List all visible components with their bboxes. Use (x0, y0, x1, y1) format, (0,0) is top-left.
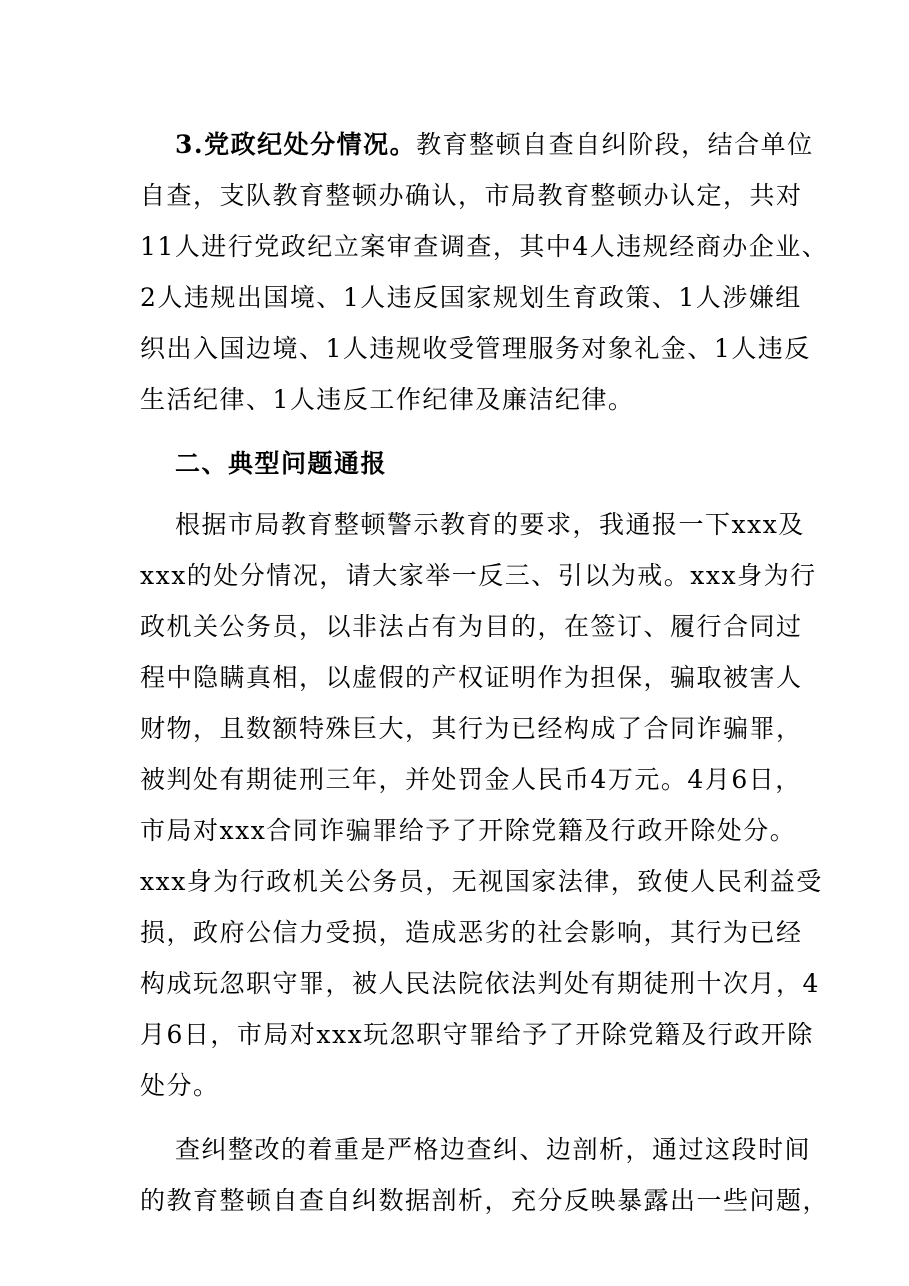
paragraph-2-line-8: xxx身为行政机关公务员，无视国家法律，致使人民利益受 (140, 867, 823, 896)
paragraph-1-line-2: 自查，支队教育整顿办确认，市局教育整顿办认定，共对 (140, 181, 803, 210)
paragraph-2-line-4: 程中隐瞒真相，以虚假的产权证明作为担保，骗取被害人 (140, 663, 803, 692)
paragraph-2-line-6: 被判处有期徒刑三年，并处罚金人民币4万元。4月6日， (140, 765, 802, 794)
paragraph-2-line-12: 处分。 (140, 1071, 220, 1100)
paragraph-2-line-10: 构成玩忽职守罪，被人民法院依法判处有期徒刑十次月，4 (140, 969, 820, 998)
paragraph-1-line-6: 生活纪律、1人违反工作纪律及廉洁纪律。 (140, 385, 635, 414)
paragraph-3-line-2: 的教育整顿自查自纠数据剖析，充分反映暴露出一些问题， (140, 1186, 830, 1215)
paragraph-1-line-5: 织出入国边境、1人违规收受管理服务对象礼金、1人违反 (140, 334, 811, 363)
paragraph-2-line-7: 市局对xxx合同诈骗罪给予了开除党籍及行政开除处分。 (140, 816, 797, 845)
paragraph-2-line-2: xxx的处分情况，请大家举一反三、引以为戒。xxx身为行 (140, 561, 817, 590)
paragraph-3-line-1: 查纠整改的着重是严格边查纠、边剖析，通过这段时间 (175, 1135, 812, 1164)
paragraph-1-line-3: 11人进行党政纪立案审查调查，其中4人违规经商办企业、 (140, 232, 829, 261)
paragraph-1-line-4: 2人违规出国境、1人违反国家规划生育政策、1人涉嫌组 (140, 283, 802, 312)
paragraph-2-line-3: 政机关公务员，以非法占有为目的，在签订、履行合同过 (140, 612, 803, 641)
section-heading: 二、典型问题通报 (175, 449, 388, 478)
paragraph-1-lead: 3.党政纪处分情况。 (175, 130, 417, 159)
paragraph-2-line-9: 损，政府公信力受损，造成恶劣的社会影响，其行为已经 (140, 918, 803, 947)
paragraph-1-text: 教育整顿自查自纠阶段，结合单位 (416, 130, 814, 159)
paragraph-1-line-1 (175, 125, 815, 165)
paragraph-2-line-1: 根据市局教育整顿警示教育的要求，我通报一下xxx及 (175, 510, 805, 539)
paragraph-2-line-5: 财物，且数额特殊巨大，其行为已经构成了合同诈骗罪， (140, 714, 803, 743)
paragraph-2-line-11: 月6日，市局对xxx玩忽职守罪给予了开除党籍及行政开除 (140, 1020, 814, 1049)
